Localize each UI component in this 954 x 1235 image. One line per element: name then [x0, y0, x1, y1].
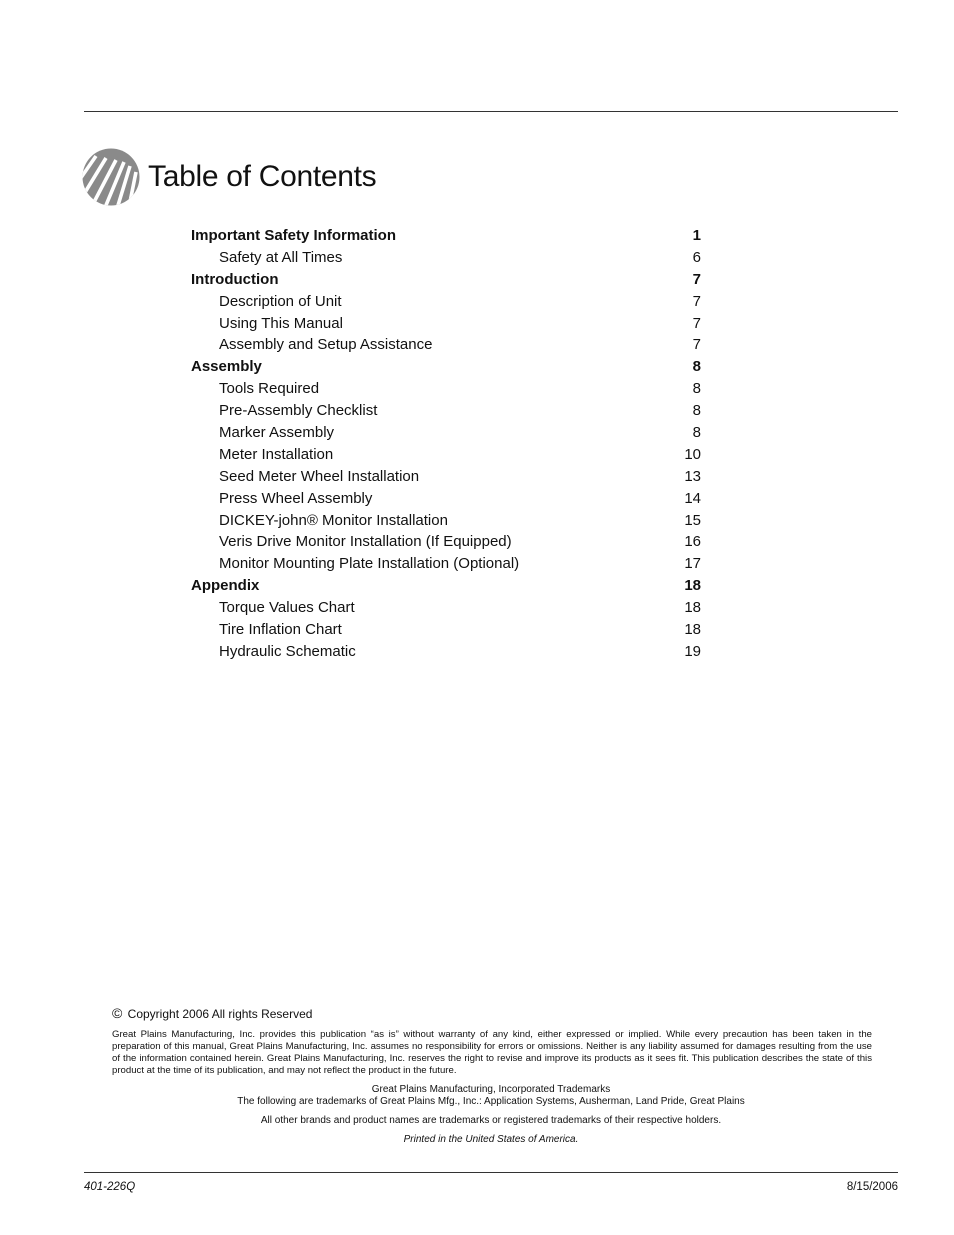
- toc-entry-page-number: 8: [679, 400, 701, 422]
- toc-entry-label: Introduction: [191, 269, 282, 291]
- toc-entry-label: Important Safety Information: [191, 225, 400, 247]
- toc-entry[interactable]: [191, 313, 701, 335]
- toc-entry[interactable]: [191, 422, 701, 444]
- toc-entry-page-number: 19: [679, 641, 701, 663]
- toc-entry-page-number: 17: [679, 553, 701, 575]
- toc-entry[interactable]: [191, 531, 701, 553]
- other-brands-notice: All other brands and product names are trademarks or registered trademarks of their respective holders.: [260, 1115, 722, 1126]
- toc-entry-page-number: 14: [679, 488, 701, 510]
- toc-entry[interactable]: [191, 356, 701, 378]
- trademarks-heading: Great Plains Manufacturing, Incorporated Trademarks: [371, 1084, 611, 1095]
- toc-entry[interactable]: [191, 378, 701, 400]
- toc-entry[interactable]: [191, 641, 701, 663]
- toc-entry-page-number: 18: [679, 575, 701, 597]
- copyright-text: Copyright 2006 All rights Reserved: [127, 1007, 313, 1021]
- great-plains-stripes-logo-icon: [82, 148, 140, 206]
- toc-entry[interactable]: [191, 291, 701, 313]
- toc-entry[interactable]: [191, 466, 701, 488]
- toc-entry-page-number: 8: [679, 356, 701, 378]
- trademarks-list: The following are trademarks of Great Plains Mfg., Inc.: Application Systems, Ausherman, Land Pride, Great Plains: [237, 1096, 745, 1107]
- table-of-contents: [191, 225, 701, 663]
- toc-entry[interactable]: [191, 488, 701, 510]
- toc-entry-page-number: 10: [679, 444, 701, 466]
- toc-entry-page-number: 15: [679, 510, 701, 532]
- toc-entry-label: Seed Meter Wheel Installation: [219, 466, 423, 488]
- toc-entry-page-number: 8: [679, 378, 701, 400]
- toc-entry-label: Marker Assembly: [219, 422, 338, 444]
- toc-entry-label: Torque Values Chart: [219, 597, 359, 619]
- toc-entry-label: Veris Drive Monitor Installation (If Equipped): [219, 531, 516, 553]
- page-title: Table of Contents: [148, 160, 377, 193]
- toc-entry-label: Description of Unit: [219, 291, 346, 313]
- toc-entry-page-number: 18: [679, 619, 701, 641]
- toc-entry-page-number: 7: [679, 269, 701, 291]
- toc-entry-label: Tire Inflation Chart: [219, 619, 346, 641]
- toc-entry-page-number: 8: [679, 422, 701, 444]
- toc-entry[interactable]: [191, 575, 701, 597]
- disclaimer-paragraph: Great Plains Manufacturing, Inc. provides this publication “as is” without warranty of any kind, either expressed or implied. While every precaution has been taken in the preparation of this manual, Great Plains Manufacturing, Inc. assumes no responsibility for errors or omissions. Neither is any liability assumed for damages resulting from the use of the information contained herein. Great Plains Manufacturing, Inc. reserves the right to revise and improve its products as it sees fit. This publication describes the state of this product at the time of its publication, and may not reflect the product in the future.: [112, 1029, 872, 1076]
- toc-entry-page-number: 13: [679, 466, 701, 488]
- toc-entry-page-number: 18: [679, 597, 701, 619]
- toc-entry[interactable]: [191, 400, 701, 422]
- toc-entry-label: Monitor Mounting Plate Installation (Optional): [219, 553, 523, 575]
- toc-entry[interactable]: [191, 444, 701, 466]
- toc-entry-page-number: 7: [679, 291, 701, 313]
- toc-entry-label: DICKEY-john® Monitor Installation: [219, 510, 452, 532]
- copyright-line: [112, 1005, 312, 1021]
- copyright-symbol: ©: [112, 1005, 123, 1021]
- toc-entry[interactable]: [191, 597, 701, 619]
- toc-entry-page-number: 7: [679, 334, 701, 356]
- toc-entry[interactable]: [191, 225, 701, 247]
- toc-entry-label: Safety at All Times: [219, 247, 346, 269]
- toc-entry[interactable]: [191, 334, 701, 356]
- toc-entry[interactable]: [191, 619, 701, 641]
- toc-entry[interactable]: [191, 247, 701, 269]
- bottom-rule: [84, 1172, 898, 1173]
- toc-entry-label: Pre-Assembly Checklist: [219, 400, 381, 422]
- toc-entry-label: Assembly: [191, 356, 266, 378]
- toc-entry-label: Hydraulic Schematic: [219, 641, 360, 663]
- toc-entry-label: Meter Installation: [219, 444, 337, 466]
- toc-entry-page-number: 6: [679, 247, 701, 269]
- toc-entry-label: Tools Required: [219, 378, 323, 400]
- toc-entry-page-number: 7: [679, 313, 701, 335]
- printed-in-notice: Printed in the United States of America.: [403, 1134, 579, 1145]
- document-number: 401-226Q: [84, 1181, 136, 1193]
- toc-entry-label: Press Wheel Assembly: [219, 488, 376, 510]
- toc-entry[interactable]: [191, 510, 701, 532]
- toc-entry-label: Appendix: [191, 575, 263, 597]
- toc-entry[interactable]: [191, 553, 701, 575]
- toc-entry-page-number: 1: [679, 225, 701, 247]
- toc-entry[interactable]: [191, 269, 701, 291]
- toc-entry-page-number: 16: [679, 531, 701, 553]
- toc-entry-label: Using This Manual: [219, 313, 347, 335]
- top-rule: [84, 111, 898, 112]
- toc-entry-label: Assembly and Setup Assistance: [219, 334, 436, 356]
- document-date: 8/15/2006: [846, 1181, 898, 1193]
